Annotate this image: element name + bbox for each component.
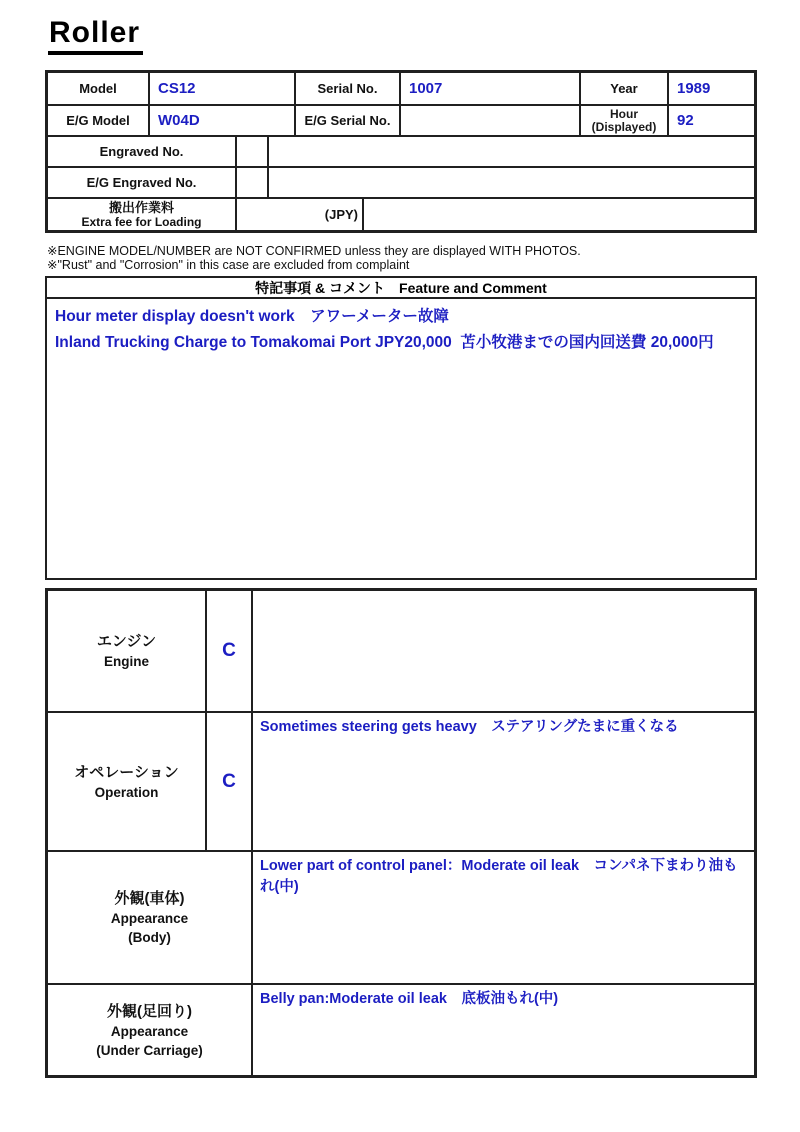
appearance-body-comment: Lower part of control panel：Moderate oil leak コンパネ下まわり油もれ(中) [260, 858, 738, 895]
appearance-body-label-en: Appearance [110, 911, 189, 926]
appearance-uc-comment: Belly pan:Moderate oil leak 底板油もれ(中) [260, 991, 559, 1007]
model-label: Model [48, 73, 150, 104]
extra-fee-currency: (JPY) [237, 199, 364, 230]
eg-model-label: E/G Model [48, 106, 150, 135]
eg-serial-no-value [401, 106, 581, 135]
engine-label-jp: エンジン [96, 633, 157, 650]
spec-row-eg-engraved-no [48, 168, 754, 199]
comment-line-trucking-charge: Inland Trucking Charge to Tomakomai Port JPY20,000 苫小牧港までの国内回送費 20,000円 [55, 334, 714, 351]
hour-label-line2: (Displayed) [591, 119, 657, 134]
inspection-row-appearance-undercarriage [48, 985, 754, 1075]
engine-grade: C [207, 591, 253, 711]
extra-fee-label [48, 199, 237, 230]
disclaimer-notes [47, 244, 757, 272]
engine-label-en: Engine [103, 654, 149, 669]
eg-serial-no-label: E/G Serial No. [296, 106, 401, 135]
inspection-row-operation [48, 713, 754, 852]
feature-comment-box [45, 276, 757, 580]
appearance-uc-label-jp: 外観(足回り) [107, 1002, 192, 1020]
operation-grade: C [207, 713, 253, 850]
page-title: Roller [48, 16, 143, 55]
inspection-table [45, 588, 757, 1078]
hour-displayed-label [581, 106, 669, 135]
engraved-no-check-cell [237, 137, 269, 166]
year-value: 1989 [677, 80, 711, 97]
inspection-row-engine [48, 591, 754, 713]
year-label: Year [581, 73, 669, 104]
engine-label [48, 591, 207, 711]
spec-row-engraved-no [48, 137, 754, 168]
extra-fee-label-jp: 搬出作業料 [108, 199, 174, 215]
feature-comment-header: 特記事項 & コメント Feature and Comment [47, 278, 755, 299]
appearance-uc-label-en2: (Under Carriage) [96, 1042, 203, 1058]
note-rust-corrosion: ※"Rust" and "Corrosion" in this case are excluded from complaint [47, 258, 410, 272]
engraved-no-value [269, 137, 754, 166]
extra-fee-value [364, 199, 754, 230]
note-engine-not-confirmed: ※ENGINE MODEL/NUMBER are NOT CONFIRMED unless they are displayed WITH PHOTOS. [47, 244, 581, 258]
operation-label-en: Operation [94, 784, 159, 800]
comment-line-hour-meter: Hour meter display doesn't work アワーメーター故障 [55, 308, 449, 325]
appearance-body-label [48, 852, 253, 983]
appearance-body-label-en2: (Body) [128, 930, 171, 945]
eg-model-value: W04D [150, 106, 296, 135]
appearance-uc-label-en: Appearance [110, 1023, 189, 1039]
operation-label-jp: オペレーション [74, 763, 179, 781]
extra-fee-label-en: Extra fee for Loading [81, 214, 202, 229]
spec-row-engine [48, 106, 754, 137]
operation-label [48, 713, 207, 850]
eg-engraved-no-label: E/G Engraved No. [48, 168, 237, 197]
hour-label-line1: Hour [610, 106, 638, 121]
engine-comment [253, 591, 754, 711]
appearance-uc-label [48, 985, 253, 1075]
engraved-no-label: Engraved No. [48, 137, 237, 166]
eg-engraved-no-value [269, 168, 754, 197]
model-value: CS12 [150, 73, 296, 104]
inspection-row-appearance-body [48, 852, 754, 985]
serial-no-value: 1007 [401, 73, 581, 104]
operation-comment: Sometimes steering gets heavy ステアリングたまに重くなる [260, 719, 679, 735]
machine-spec-table [45, 70, 757, 233]
serial-no-label: Serial No. [296, 73, 401, 104]
spec-row-extra-fee [48, 199, 754, 230]
spec-row-model [48, 73, 754, 106]
hour-displayed-value: 92 [677, 112, 694, 129]
feature-comment-content [47, 299, 755, 361]
appearance-body-label-jp: 外観(車体) [114, 890, 185, 907]
eg-engraved-no-check-cell [237, 168, 269, 197]
